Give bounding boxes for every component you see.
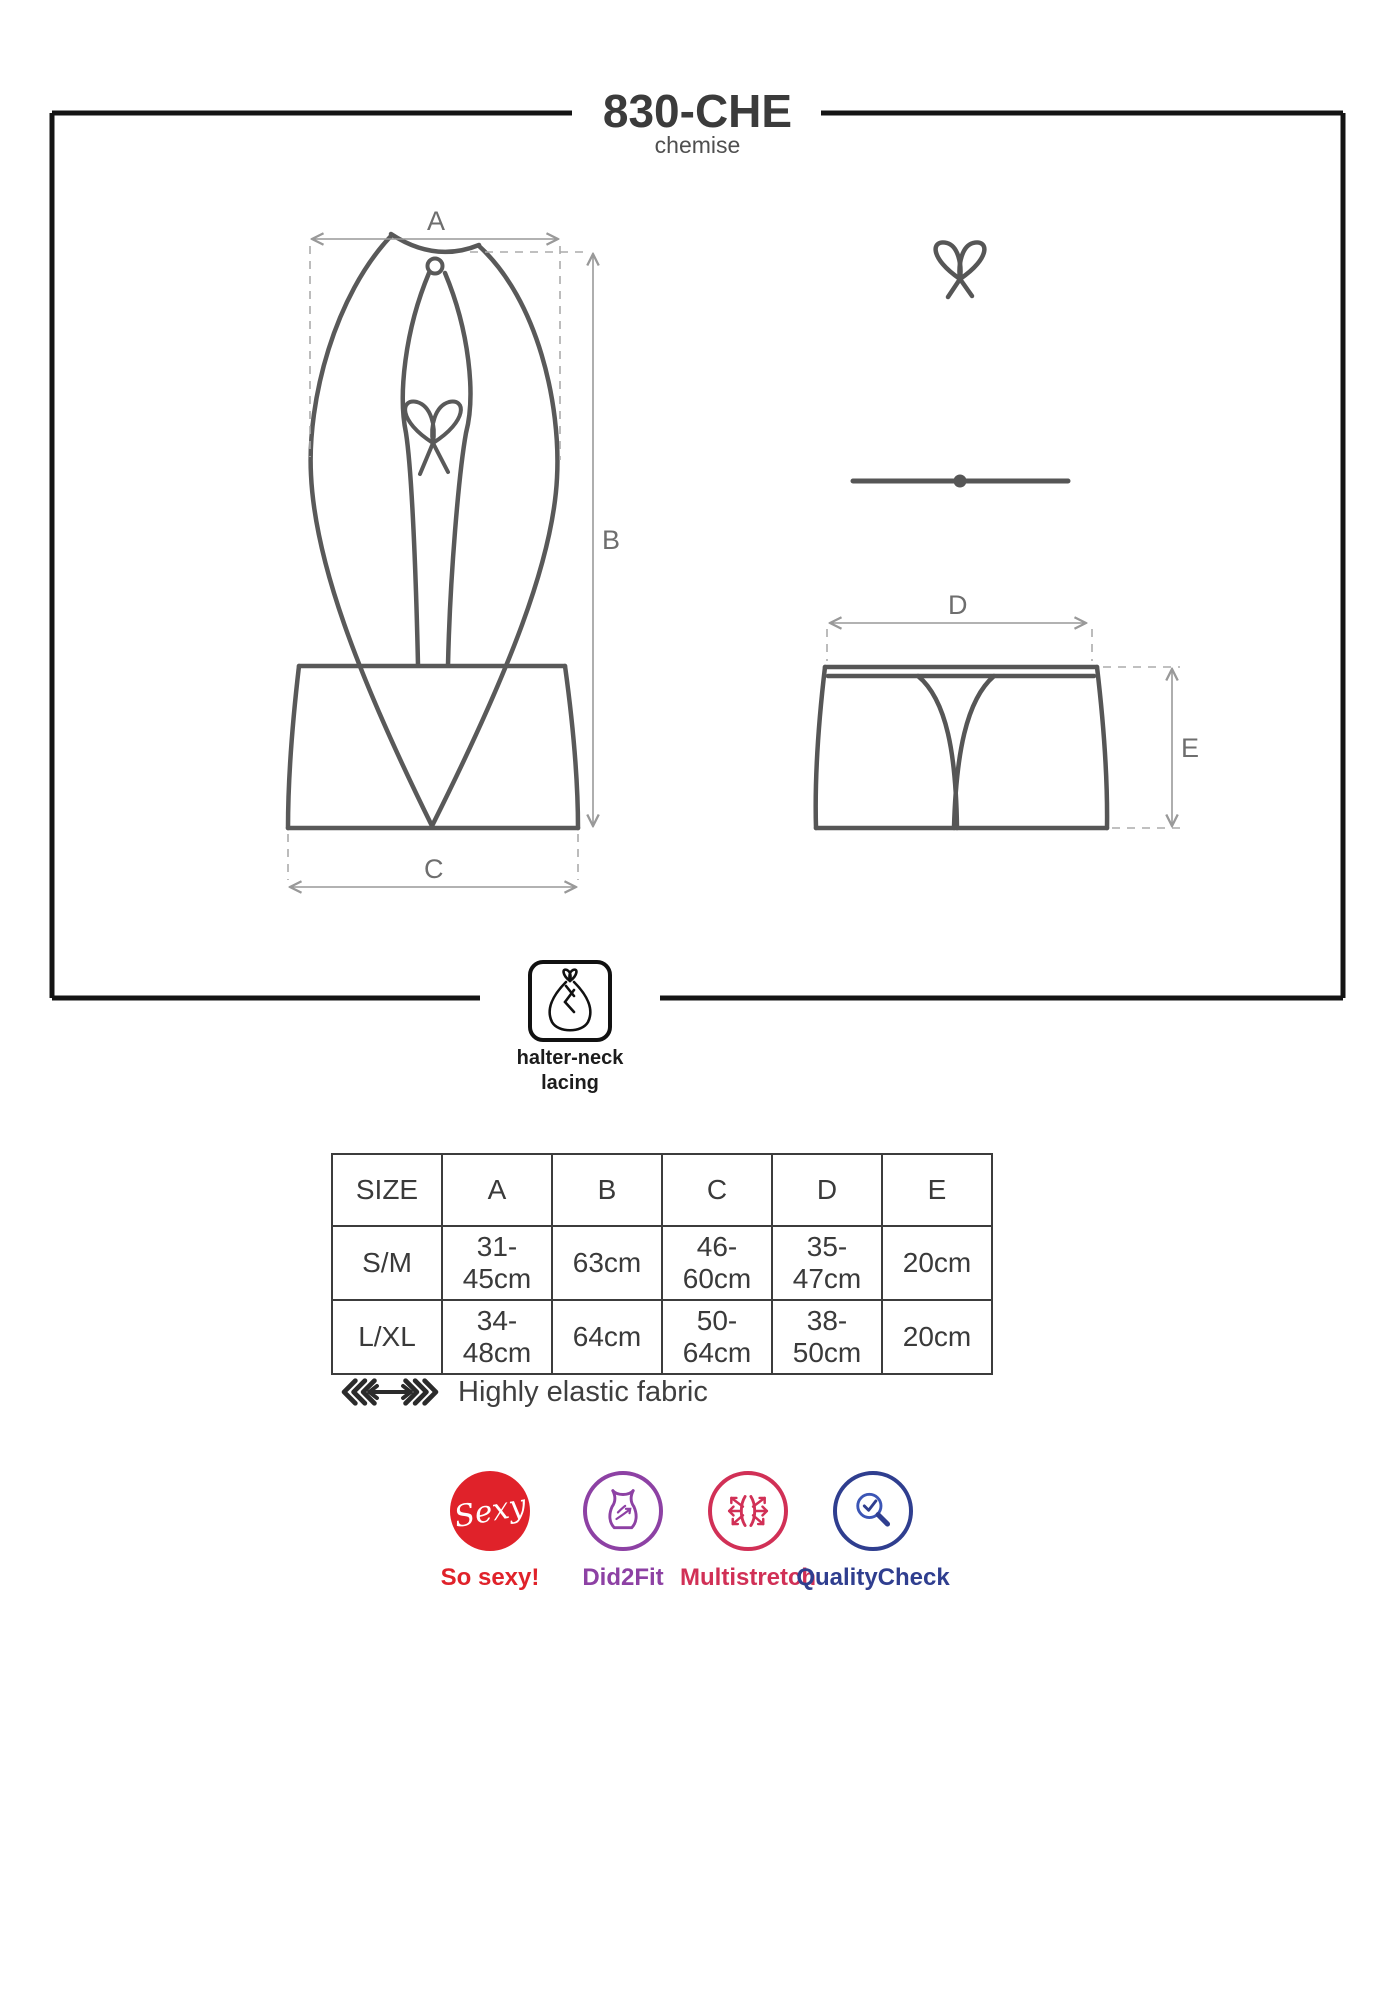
back-dimensions [827, 590, 1199, 828]
table-row [332, 1226, 992, 1300]
cell-c: 50-64cm [662, 1300, 772, 1374]
badge-so-sexy [425, 1471, 555, 1592]
size-table-header-row [332, 1154, 992, 1226]
multistretch-icon [708, 1471, 788, 1551]
header-c: C [662, 1154, 772, 1226]
dim-label-c: C [424, 854, 444, 884]
back-skirt [816, 667, 1107, 828]
cell-c: 46-60cm [662, 1226, 772, 1300]
did2fit-icon [583, 1471, 663, 1551]
so-sexy-icon [450, 1471, 530, 1551]
waist-tie [853, 475, 1068, 488]
cell-d: 38-50cm [772, 1300, 882, 1374]
badge-did2fit [558, 1471, 688, 1592]
header-b: B [552, 1154, 662, 1226]
fabric-note-row [338, 1374, 708, 1410]
cell-a: 31-45cm [442, 1226, 552, 1300]
cell-e: 20cm [882, 1300, 992, 1374]
thong-left-curve [918, 676, 957, 828]
badge-multistretch [680, 1471, 817, 1592]
fabric-note-text: Highly elastic fabric [458, 1375, 708, 1408]
dim-label-b: B [602, 525, 621, 555]
dim-label-a: A [427, 206, 446, 236]
neckline-arc [391, 234, 479, 252]
halter-neck-lacing-icon [530, 962, 610, 1040]
frame-border [52, 113, 1343, 998]
header-e: E [882, 1154, 992, 1226]
neck-tie-bow-icon [936, 242, 985, 297]
header-d: D [772, 1154, 882, 1226]
sexy-script-text: Sexy [451, 1487, 529, 1535]
cell-d: 35-47cm [772, 1226, 882, 1300]
badge-label: QualityCheck [796, 1564, 950, 1591]
feature-label-line1: halter-neck [516, 1047, 624, 1069]
badge-qualitycheck [796, 1471, 950, 1592]
feature-label [470, 1046, 670, 1096]
table-row [332, 1300, 992, 1374]
front-bow-icon [405, 402, 461, 474]
cell-b: 64cm [552, 1300, 662, 1374]
feature-label-line2: lacing [541, 1072, 599, 1094]
header-a: A [442, 1154, 552, 1226]
chemise-front-drawing [288, 234, 578, 828]
thong-right-curve [954, 676, 994, 828]
header-size: SIZE [332, 1154, 442, 1226]
size-table [331, 1153, 993, 1375]
inner-left-strap [403, 273, 429, 665]
page-title: 830-CHE [602, 85, 793, 137]
page-subtitle: chemise [654, 132, 741, 158]
badge-label: Multistretch [680, 1564, 817, 1591]
qualitycheck-icon [833, 1471, 913, 1551]
elastic-arrow-icon [338, 1374, 442, 1410]
outer-right-edge [432, 246, 557, 826]
cell-size: L/XL [332, 1300, 442, 1374]
front-skirt [288, 666, 578, 828]
cell-size: S/M [332, 1226, 442, 1300]
cell-a: 34-48cm [442, 1300, 552, 1374]
cell-e: 20cm [882, 1226, 992, 1300]
dim-label-d: D [948, 590, 968, 620]
dim-label-e: E [1181, 733, 1200, 763]
badge-label: So sexy! [440, 1564, 540, 1591]
badge-label: Did2Fit [582, 1564, 664, 1591]
back-drawing [816, 242, 1107, 828]
cell-b: 63cm [552, 1226, 662, 1300]
inner-right-strap [445, 273, 470, 665]
